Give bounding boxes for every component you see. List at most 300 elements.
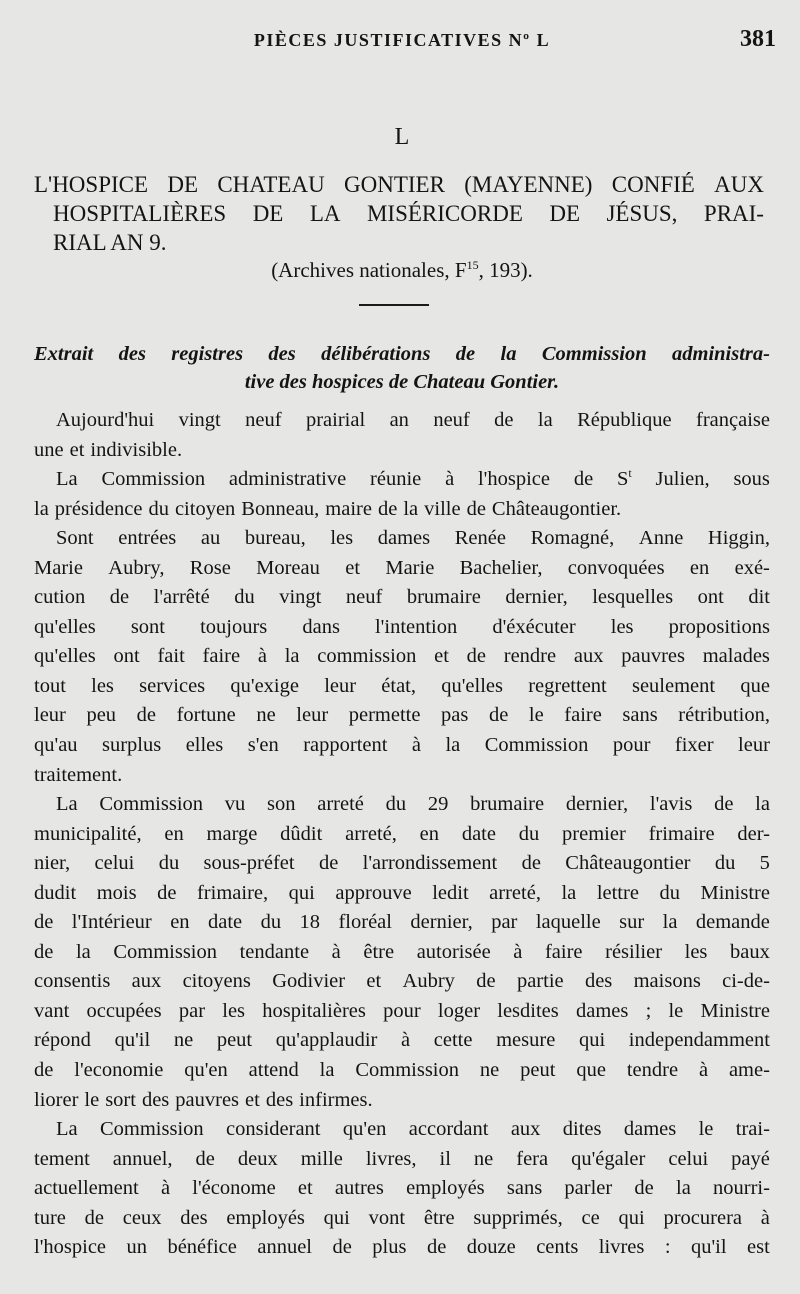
heading-line — [34, 199, 770, 228]
word: Godivier — [272, 970, 346, 993]
word: payé — [731, 1147, 770, 1170]
word: dûdit — [280, 822, 323, 845]
word: employés — [406, 1177, 485, 1200]
word: sont — [130, 615, 166, 638]
word: mille — [300, 1147, 343, 1170]
section-letter: L — [394, 124, 410, 150]
word: ledit — [432, 881, 469, 904]
word: à — [401, 1029, 411, 1052]
word: Julien, — [655, 468, 710, 491]
word: ne — [473, 1147, 494, 1170]
word: aux — [510, 1118, 541, 1141]
word: qui — [578, 1029, 606, 1052]
word: Commission — [99, 1118, 204, 1141]
word: livres, — [365, 1147, 417, 1170]
word: pauvres — [621, 645, 685, 668]
word: vingt — [279, 586, 322, 609]
word: autorisée — [416, 940, 491, 963]
body-text — [34, 406, 770, 1263]
word: de — [466, 645, 486, 668]
word: (MAYENNE) — [464, 172, 593, 197]
word: du — [158, 852, 180, 875]
word: arreté — [317, 793, 364, 816]
word: est — [747, 1236, 770, 1259]
word: attend — [248, 1059, 299, 1082]
word: ci-de- — [722, 970, 770, 993]
word: nourri- — [713, 1177, 770, 1200]
word: Châteaugontier. — [491, 497, 622, 520]
text-line — [34, 524, 770, 554]
word: tendante — [239, 940, 310, 963]
word: fixer — [674, 734, 714, 757]
word: qui — [288, 881, 315, 904]
word: douze — [466, 1236, 516, 1259]
word: supprimés, — [473, 1206, 563, 1229]
word: pas — [441, 704, 469, 727]
word: de — [426, 1236, 447, 1259]
word: peut — [216, 1029, 253, 1052]
word: frimaire, — [196, 881, 269, 904]
word: liorer — [34, 1088, 79, 1111]
word: réunie — [370, 468, 422, 491]
word: CHATEAU — [217, 172, 325, 197]
word: que — [740, 674, 770, 697]
word: hospitalières — [262, 999, 366, 1022]
word: en — [170, 911, 190, 934]
word: du — [714, 852, 736, 875]
word: Moreau — [256, 556, 320, 579]
word: la — [500, 343, 517, 365]
word: du — [260, 911, 282, 934]
text-line — [34, 554, 770, 584]
word: peu — [86, 704, 117, 727]
word: de — [109, 586, 130, 609]
word: DE — [252, 201, 284, 226]
word: dudit — [34, 881, 77, 904]
word: approuve — [335, 881, 412, 904]
word: aux — [131, 970, 162, 993]
word: fait — [157, 645, 185, 668]
source-citation — [34, 258, 770, 283]
word: faire — [564, 704, 602, 727]
word: Extrait — [34, 343, 94, 365]
word: qu'en — [342, 1118, 387, 1141]
word: République — [577, 409, 672, 431]
word: les — [91, 674, 114, 697]
word: la — [403, 497, 419, 520]
word: état, — [381, 674, 416, 697]
word: la — [755, 793, 770, 816]
text-line — [34, 406, 770, 436]
word: surplus — [102, 734, 162, 757]
word: de — [476, 970, 496, 993]
text-line — [34, 761, 770, 791]
word: son — [267, 793, 296, 816]
word: Commission — [99, 793, 204, 816]
word: Marie — [385, 556, 435, 579]
word: leur — [34, 704, 66, 727]
word: sans — [622, 704, 658, 727]
word: vant — [34, 999, 70, 1022]
text-line — [34, 820, 770, 850]
word: CONFIÉ — [611, 172, 695, 197]
word: de — [494, 409, 514, 431]
word: leur — [324, 674, 357, 697]
word: et — [366, 970, 382, 993]
word: arreté, — [345, 822, 397, 845]
word: ame- — [728, 1059, 770, 1082]
word: arreté, — [489, 881, 541, 904]
word: de — [34, 911, 54, 934]
word: Romagné, — [530, 527, 615, 550]
word: premier — [562, 822, 626, 845]
word: dans — [302, 615, 340, 638]
word: PRAI- — [703, 201, 764, 226]
word: de — [195, 1147, 215, 1170]
word: le — [668, 999, 684, 1022]
word: ce — [581, 1206, 600, 1229]
word: bureau, — [244, 527, 306, 550]
word: des — [265, 1088, 294, 1111]
word: sous-préfet — [203, 852, 295, 875]
word: demande — [695, 911, 770, 934]
text-line — [34, 1056, 770, 1086]
word: les — [330, 527, 354, 550]
word: à — [257, 645, 267, 668]
word: en — [419, 822, 440, 845]
word: 18 — [299, 911, 321, 934]
word: infirmes. — [299, 1088, 373, 1111]
text-line — [34, 1204, 770, 1234]
word: partie — [516, 970, 564, 993]
word: l'Intérieur — [71, 911, 152, 934]
word: aux — [573, 645, 604, 668]
word: pauvres — [175, 1088, 240, 1111]
word: date — [461, 822, 496, 845]
word: annuel — [257, 1236, 312, 1259]
word: laquelle — [535, 911, 601, 934]
word: celui — [94, 852, 135, 875]
word: ont — [697, 586, 724, 609]
word: d'éxécuter — [492, 615, 576, 638]
word: de — [157, 881, 177, 904]
word: les — [684, 940, 708, 963]
word: dernier, — [565, 793, 629, 816]
text-line — [34, 938, 770, 968]
word: floréal — [338, 911, 392, 934]
word: mesure — [496, 1029, 556, 1052]
word: dernier, — [410, 911, 473, 934]
text-line — [34, 908, 770, 938]
text-line — [34, 613, 770, 643]
text-line — [34, 849, 770, 879]
word: trai- — [735, 1118, 770, 1141]
word: du — [385, 793, 407, 816]
word: qu'égaler — [571, 1147, 646, 1170]
word: qu'exige — [230, 674, 299, 697]
word: actuellement — [34, 1177, 139, 1200]
word: cette — [433, 1029, 473, 1052]
text-line — [34, 1145, 770, 1175]
page-number: 381 — [740, 26, 776, 52]
word: ne — [173, 1029, 194, 1052]
word: administrative — [228, 468, 347, 491]
word: Commission — [113, 940, 218, 963]
word: être — [423, 1206, 455, 1229]
word: elles — [185, 734, 224, 757]
source-superscript: 15 — [466, 258, 479, 272]
word: du — [518, 822, 540, 845]
word: l'economie — [74, 1059, 164, 1082]
word: ceux — [122, 1206, 162, 1229]
word: considerant — [226, 1118, 321, 1141]
word: à — [445, 468, 455, 491]
word: qui — [323, 1206, 350, 1229]
word: et — [69, 438, 85, 461]
word: qu'il — [114, 1029, 151, 1052]
word: prairial — [305, 409, 366, 431]
word: à — [760, 1206, 770, 1229]
word: des — [268, 343, 296, 365]
word: à — [513, 940, 523, 963]
word: permette — [348, 704, 421, 727]
word: accordant — [408, 1118, 489, 1141]
word: le — [84, 1088, 100, 1111]
word: Commission — [101, 468, 206, 491]
text-line — [34, 1086, 770, 1116]
word: an — [389, 409, 409, 431]
word: rapportent — [303, 734, 388, 757]
word: Commission — [484, 734, 589, 757]
word: neuf — [345, 586, 383, 609]
word: DE — [549, 201, 581, 226]
text-line — [34, 583, 770, 613]
word: faire — [202, 645, 241, 668]
word: municipalité, — [34, 822, 142, 845]
word: propositions — [668, 615, 770, 638]
word: les — [222, 999, 246, 1022]
word: de — [34, 940, 54, 963]
word: l'arrondissement — [362, 852, 498, 875]
word: vu — [224, 793, 246, 816]
word: des — [118, 343, 146, 365]
word: cution — [34, 586, 86, 609]
word: de — [466, 497, 486, 520]
word: Renée — [454, 527, 506, 550]
word: l'intention — [374, 615, 458, 638]
word: à — [331, 940, 341, 963]
word: brumaire — [470, 793, 545, 816]
word: de — [488, 704, 509, 727]
divider-rule — [359, 304, 429, 306]
word: Ministre — [700, 999, 770, 1022]
word: plus — [372, 1236, 407, 1259]
text-line — [34, 1115, 770, 1145]
extract-line — [34, 340, 770, 368]
word: l'hospice — [34, 1236, 107, 1259]
word: maisons — [633, 970, 701, 993]
word: cents — [536, 1236, 579, 1259]
text-line — [34, 701, 770, 731]
word: citoyens — [182, 970, 251, 993]
word: en — [164, 822, 184, 845]
source-text: (Archives nationales, F — [271, 258, 467, 282]
word: nier, — [34, 852, 71, 875]
word: à — [160, 1177, 171, 1200]
word: Bachelier, — [459, 556, 543, 579]
word: loger — [437, 999, 481, 1022]
word: pour — [612, 734, 651, 757]
word: exé- — [734, 556, 770, 579]
text-line — [34, 495, 770, 525]
word: qui — [618, 1206, 645, 1229]
extract-line: tive des hospices de Chateau Gontier. — [244, 371, 560, 393]
word: brumaire — [406, 586, 481, 609]
word: dites — [562, 1118, 602, 1141]
word: tout — [34, 674, 66, 697]
word: traitement. — [34, 763, 123, 786]
word: Rose — [189, 556, 231, 579]
word: l'arrêté — [153, 586, 210, 609]
word: de — [34, 1059, 54, 1082]
word: le — [528, 704, 544, 727]
word: entrées — [118, 527, 177, 550]
word: dames — [575, 999, 629, 1022]
word: fera — [516, 1147, 549, 1170]
word: la — [319, 1059, 335, 1082]
text-line — [34, 672, 770, 702]
word: toujours — [200, 615, 268, 638]
word: JÉSUS, — [606, 201, 678, 226]
word: de — [377, 497, 398, 520]
word: annuel, — [112, 1147, 173, 1170]
text-line — [34, 1026, 770, 1056]
text-line — [34, 642, 770, 672]
word: le — [698, 1118, 714, 1141]
word: de — [714, 793, 734, 816]
word: malades — [702, 645, 770, 668]
word: rétribution, — [678, 704, 770, 727]
text-line — [34, 997, 770, 1027]
word: de — [136, 704, 156, 727]
word: La — [56, 1118, 78, 1141]
word: ne — [256, 704, 276, 727]
word: de — [573, 468, 594, 491]
word: la — [662, 911, 678, 934]
word: convoquées — [567, 556, 665, 579]
word: Higgin, — [707, 527, 770, 550]
word: procurera — [663, 1206, 742, 1229]
word: vont — [368, 1206, 406, 1229]
word: qu'en — [184, 1059, 228, 1082]
word: du — [234, 586, 255, 609]
text-line — [34, 879, 770, 909]
word: à — [698, 1059, 709, 1082]
word: présidence — [54, 497, 143, 520]
word: l'avis — [649, 793, 693, 816]
word: la — [676, 1177, 691, 1200]
heading-line — [34, 170, 770, 199]
word: répond — [34, 1029, 91, 1052]
word: dames — [623, 1118, 677, 1141]
word: Châteaugontier — [565, 852, 691, 875]
word: consentis — [34, 970, 111, 993]
word: de — [332, 1236, 352, 1259]
word: vingt — [178, 409, 221, 431]
word: der- — [737, 822, 770, 845]
word: Sont — [56, 527, 94, 550]
word: deux — [237, 1147, 278, 1170]
word: résilier — [605, 940, 663, 963]
word: et — [434, 645, 449, 668]
word: fortune — [176, 704, 236, 727]
word: la — [445, 734, 461, 757]
word: la — [34, 497, 49, 520]
word: parler — [564, 1177, 613, 1200]
word: Bonneau, — [241, 497, 320, 520]
word: lettre — [596, 881, 639, 904]
word: un — [126, 1236, 147, 1259]
word: l'hospice — [477, 468, 550, 491]
word: du — [659, 881, 680, 904]
word: : — [664, 1236, 671, 1259]
word: sur — [619, 911, 645, 934]
word: regrettent — [528, 674, 607, 697]
word: tement — [34, 1147, 90, 1170]
word: registres — [171, 343, 244, 365]
word: qu'il — [690, 1236, 727, 1259]
word: du — [148, 497, 169, 520]
word: AUX — [714, 172, 764, 197]
word: dit — [748, 586, 770, 609]
word: de — [455, 343, 476, 365]
word: occupées — [86, 999, 162, 1022]
word: sous — [733, 468, 770, 491]
word: les — [610, 615, 634, 638]
word: L'HOSPICE — [34, 172, 149, 197]
source-text-end: , 193). — [478, 258, 533, 282]
word: baux — [730, 940, 770, 963]
word: de — [521, 852, 541, 875]
word: Commission — [541, 343, 647, 365]
word: citoyen — [174, 497, 236, 520]
text-line — [34, 465, 770, 495]
word: il — [439, 1147, 451, 1170]
word: ville — [424, 497, 461, 520]
word: 29 — [427, 793, 449, 816]
text-line — [34, 1174, 770, 1204]
word: services — [139, 674, 206, 697]
word: au — [200, 527, 221, 550]
word: peut — [520, 1059, 556, 1082]
word: marge — [206, 822, 258, 845]
word: neuf — [245, 409, 282, 431]
text-line — [34, 436, 770, 466]
word: Anne — [638, 527, 684, 550]
word: lesquelles — [592, 586, 674, 609]
word: et — [245, 1088, 260, 1111]
word: délibérations — [321, 343, 431, 365]
word: la — [537, 409, 553, 431]
word: française — [696, 409, 770, 431]
heading-line: RIAL AN 9. — [53, 230, 167, 255]
word: s'en — [247, 734, 279, 757]
word: frimaire — [648, 822, 715, 845]
word: qu'au — [34, 734, 78, 757]
word: qu'applaudir — [275, 1029, 378, 1052]
word: en — [689, 556, 710, 579]
word: Ministre — [700, 881, 770, 904]
